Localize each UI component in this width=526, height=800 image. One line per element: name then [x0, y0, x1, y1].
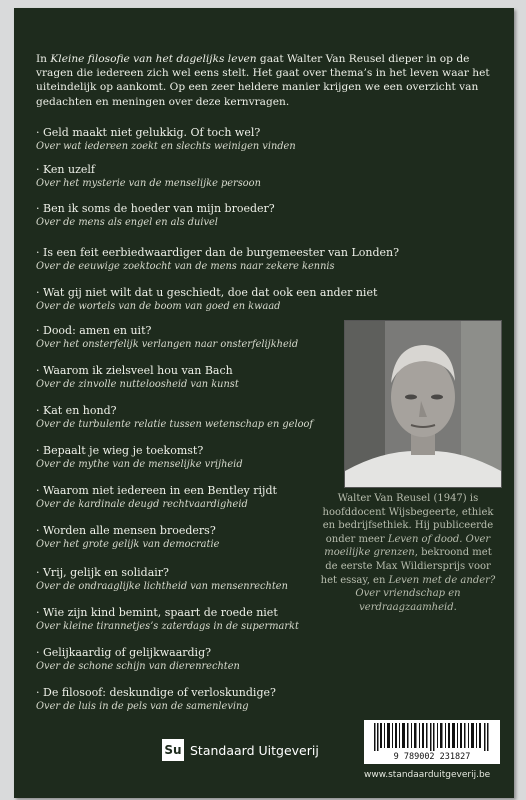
topic-subtitle: Over het onsterfelijk verlangen naar onsterfelijkheid	[36, 339, 299, 350]
isbn-barcode	[364, 720, 500, 764]
bio-text: .	[453, 601, 457, 613]
topic-title: · Gelijkaardig of gelijkwaardig?	[36, 646, 212, 659]
topic-subtitle: Over de kardinale deugd rechtvaardigheid	[36, 499, 248, 510]
topic-subtitle: Over de wortels van de boom van goed en kwaad	[36, 301, 281, 312]
intro-paragraph	[36, 52, 496, 109]
author-photo	[344, 320, 502, 488]
publisher-website[interactable]: www.standaarduitgeverij.be	[364, 770, 491, 780]
topic-title: · Wat gij niet wilt dat u geschiedt, doe dat ook een ander niet	[36, 286, 378, 299]
topic-subtitle: Over kleine tirannetjes’s zaterdags in de supermarkt	[36, 621, 299, 632]
topic-item	[36, 444, 376, 471]
topic-title: · Ben ik soms de hoeder van mijn broeder?	[36, 202, 275, 215]
topic-item	[36, 286, 376, 313]
topic-item	[36, 246, 399, 273]
topic-subtitle: Over de zinvolle nutteloosheid van kunst	[36, 379, 239, 390]
isbn-number: 9 789002 231827	[393, 752, 471, 762]
publisher-mark: Su	[162, 739, 184, 761]
bio-book-title: Leven met de ander? Over vriendschap en verdraagzaamheid	[355, 574, 496, 613]
topic-title: · Kat en hond?	[36, 404, 117, 417]
topic-subtitle: Over het grote gelijk van democratie	[36, 539, 220, 550]
barcode-bars	[374, 723, 490, 751]
topic-title: · Bepaalt je wieg je toekomst?	[36, 444, 204, 457]
topic-item	[36, 324, 376, 351]
topic-title: · Wie zijn kind bemint, spaart de roede niet	[36, 606, 278, 619]
topic-subtitle: Over de schone schijn van dierenrechten	[36, 661, 240, 672]
topic-subtitle: Over het mysterie van de menselijke persoon	[36, 178, 261, 189]
topic-item	[36, 163, 376, 190]
topic-item	[36, 404, 376, 431]
topic-item	[36, 202, 376, 229]
topic-subtitle: Over wat iedereen zoekt en slechts weinigen vinden	[36, 141, 296, 152]
topic-title: · De filosoof: deskundige of verloskundige?	[36, 686, 276, 699]
topic-title: · Worden alle mensen broeders?	[36, 524, 216, 537]
topic-title: · Waarom niet iedereen in een Bentley rijdt	[36, 484, 277, 497]
publisher-name: Standaard Uitgeverij	[190, 742, 319, 758]
topic-title: · Dood: amen en uit?	[36, 324, 152, 337]
topic-subtitle: Over de turbulente relatie tussen wetenschap en geloof	[36, 419, 314, 430]
topic-title: · Vrij, gelijk en solidair?	[36, 566, 169, 579]
topic-title: · Ken uzelf	[36, 163, 95, 176]
publisher-logo	[162, 739, 319, 761]
topic-title: · Geld maakt niet gelukkig. Of toch wel?	[36, 126, 261, 139]
bio-book-title: Leven of dood. Over moeilijke grenzen	[324, 533, 491, 559]
topic-subtitle: Over de ondraaglijke lichtheid van mensenrechten	[36, 581, 288, 592]
bio-text: , bekroond met de eerste Max Wildiersprijs voor het essay, en	[320, 547, 492, 586]
book-back-cover	[14, 8, 514, 798]
topic-item	[36, 646, 376, 673]
bio-text: Walter Van Reusel (1947) is hoofddocent Wijsbegeerte, ethiek en bedrijfsethiek. Hij publiceerde onder meer	[322, 493, 494, 545]
topic-item	[36, 364, 376, 391]
intro-book-title: Kleine filosofie van het dagelijks leven	[50, 53, 257, 65]
author-bio	[318, 492, 498, 614]
topic-title: · Is een feit eerbiedwaardiger dan de burgemeester van Londen?	[36, 246, 399, 259]
intro-text-rest: gaat Walter Van Reusel dieper in op de vragen die iedereen zich wel eens stelt. Het gaat over thema’s in het leven waar het uiteindelijk op aankomt. Op een zeer heldere manier krijgen we een overzicht van gedachten en meningen over deze kernvragen.	[36, 53, 490, 108]
topic-item	[36, 126, 376, 153]
topic-subtitle: Over de luis in de pels van de samenleving	[36, 701, 249, 712]
topic-subtitle: Over de eeuwige zoektocht van de mens naar zekere kennis	[36, 261, 335, 272]
topic-subtitle: Over de mens als engel en als duivel	[36, 217, 218, 228]
topic-subtitle: Over de mythe van de menselijke vrijheid	[36, 459, 243, 470]
intro-text-start: In	[36, 53, 51, 65]
topic-title: · Waarom ik zielsveel hou van Bach	[36, 364, 233, 377]
topic-item	[36, 686, 376, 713]
